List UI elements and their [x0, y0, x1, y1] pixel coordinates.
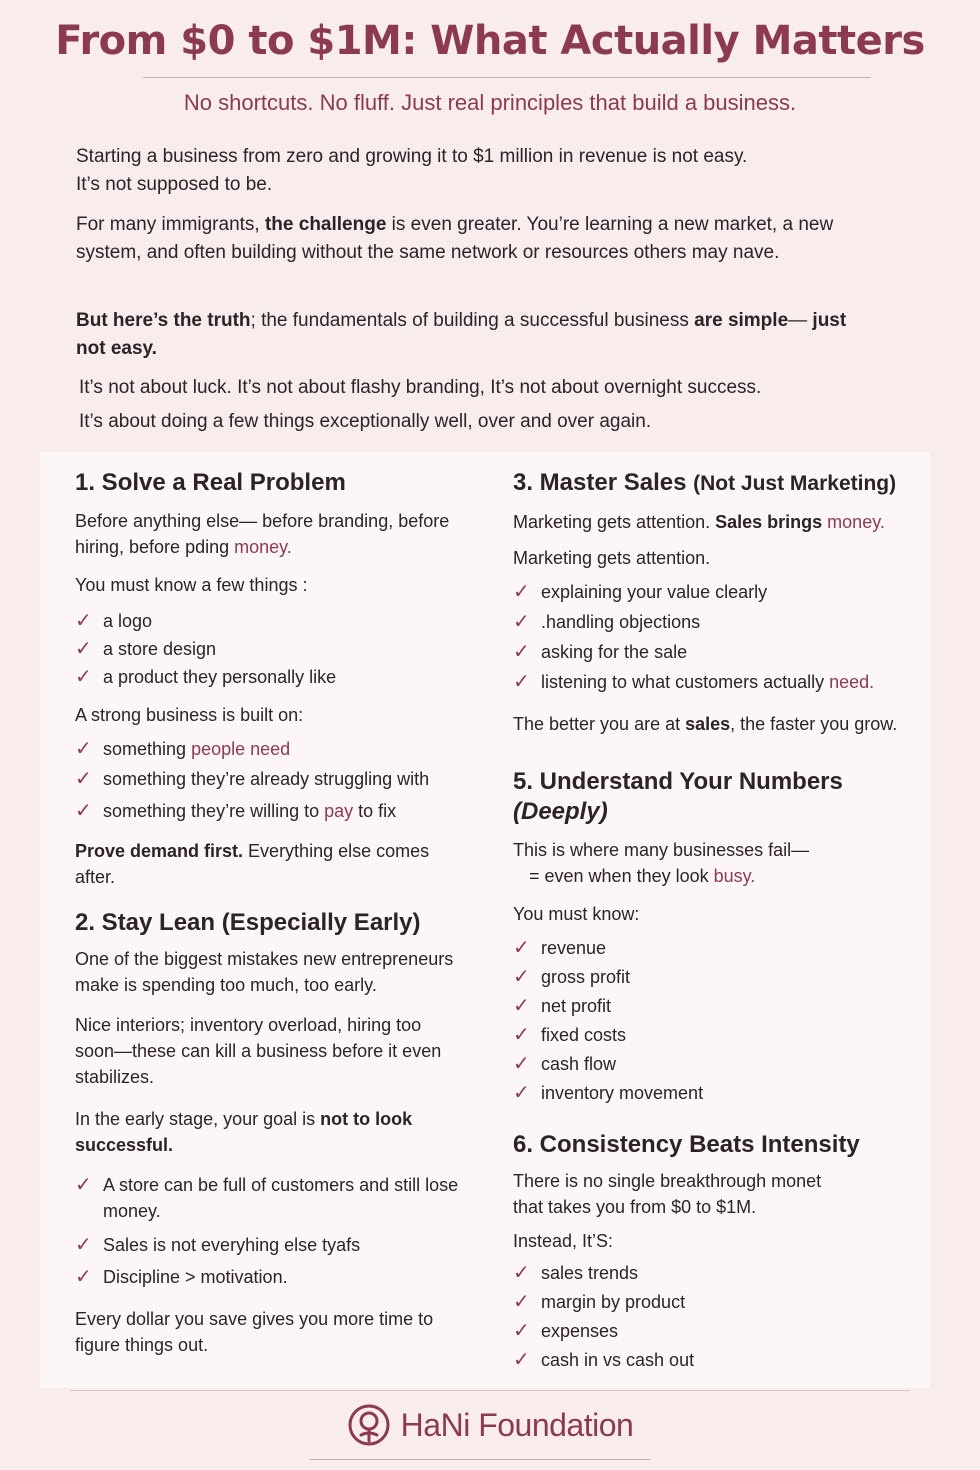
list-item-text: expenses: [541, 1321, 619, 1341]
list-item-text: explaining your value clearly: [541, 582, 768, 602]
section-3-list: [513, 579, 933, 695]
section-6-instead: Instead, It’S:: [513, 1231, 614, 1251]
heading-text: 2. Stay Lean: [75, 909, 222, 936]
check-icon: ✓: [513, 995, 530, 1017]
list-item: [75, 636, 490, 662]
page-subtitle: No shortcuts. No fluff. Just real principles that build a business.: [183, 90, 797, 115]
intro-emphasis: the challenge: [264, 214, 387, 235]
list-item: [513, 1022, 933, 1048]
lead-accent: money.: [234, 537, 292, 557]
section-1-must: You must know a few things :: [75, 575, 308, 595]
list-item: [513, 639, 933, 665]
closing-text: , the faster you grow.: [730, 714, 898, 734]
prove-emphasis: Prove demand first.: [75, 841, 244, 861]
list-item-text: Discipline > motivation.: [103, 1267, 288, 1287]
list-item-text: gross profit: [541, 967, 631, 987]
lead-text: = even when they look: [529, 866, 714, 886]
intro-paragraph-2: [76, 211, 846, 267]
check-icon: ✓: [75, 800, 92, 822]
intro-line: Starting a business from zero and growing it to $1 million in revenue is not easy.: [76, 146, 748, 167]
list-accent: people need: [191, 739, 291, 759]
list-item-text: a store design: [103, 639, 217, 659]
check-icon: ✓: [75, 666, 92, 688]
check-icon: ✓: [75, 738, 92, 760]
heading-paren: (Not Just Marketing): [693, 472, 897, 495]
list-item: [513, 1260, 933, 1286]
list-item: [513, 1347, 933, 1373]
section-5-must: You must know:: [513, 904, 640, 924]
list-accent: need.: [829, 672, 875, 692]
list-item: [513, 669, 933, 695]
section-3-heading: [513, 468, 933, 499]
list-item: [75, 664, 490, 690]
intro-paragraph-5: It’s about doing a few things exceptionally well, over and over again.: [79, 411, 652, 432]
section-2-p1: One of the biggest mistakes new entrepreneurs make is spending too much, too early.: [75, 949, 454, 995]
right-column: [513, 468, 933, 1373]
list-item-text: something they’re already struggling with: [103, 769, 430, 789]
intro-paragraph-1: [76, 143, 886, 199]
list-item: [513, 993, 933, 1019]
list-item-text: A store can be full of customers and still lose money.: [103, 1175, 459, 1221]
list-item-text: net profit: [541, 996, 612, 1016]
p3-emphasis: not to look successful.: [75, 1109, 413, 1155]
check-icon: ✓: [513, 966, 530, 988]
lead-text: Marketing gets attention.: [513, 512, 716, 532]
section-2-list: [75, 1172, 490, 1290]
section-5-lead-2: [529, 863, 933, 889]
section-2-heading: [75, 908, 490, 938]
list-item-text: asking for the sale: [541, 642, 688, 662]
footer-underline: [310, 1459, 650, 1460]
section-1-built: A strong business is built on:: [75, 705, 304, 725]
list-item: [513, 579, 933, 605]
section-6-heading: 6. Consistency Beats Intensity: [513, 1131, 860, 1158]
list-item: [513, 1318, 933, 1344]
intro-text: is even greater. You’re learning a new market, a new system, and often building without the same network or resources others may nave.: [76, 214, 834, 263]
closing-emphasis: sales: [685, 714, 731, 734]
list-item-text: [103, 736, 290, 762]
check-icon: ✓: [513, 1320, 530, 1342]
list-text: to fix: [353, 801, 397, 821]
list-item-text: fixed costs: [541, 1025, 627, 1045]
check-icon: ✓: [513, 1024, 530, 1046]
check-icon: ✓: [75, 768, 92, 790]
list-item-text: cash flow: [541, 1054, 617, 1074]
list-item: [75, 1232, 490, 1258]
check-icon: ✓: [75, 1266, 92, 1288]
intro-emphasis: just not easy.: [76, 310, 847, 359]
list-item-text: [541, 669, 874, 695]
check-icon: ✓: [513, 937, 530, 959]
list-item-text: Sales is not everyhing else tyafs: [103, 1235, 361, 1255]
footer-divider: [70, 1390, 910, 1391]
list-item-text: a logo: [103, 611, 153, 631]
section-6-lead: There is no single breakthrough monet that takes you from $0 to $1M.: [513, 1171, 822, 1217]
closing-text: The better you are at: [513, 714, 686, 734]
list-item: [75, 608, 490, 634]
check-icon: ✓: [513, 671, 530, 693]
list-item: [513, 935, 933, 961]
hani-logo-icon: [347, 1403, 391, 1447]
heading-text: 5. Understand Your Numbers: [513, 768, 843, 795]
list-item-text: cash in vs cash out: [541, 1350, 695, 1370]
list-text: something: [103, 739, 192, 759]
left-column: [75, 468, 490, 1358]
footer-brand-name: HaNi Foundation: [400, 1406, 634, 1443]
intro-text: —: [788, 310, 813, 331]
check-icon: ✓: [75, 638, 92, 660]
section-1-heading: 1. Solve a Real Problem: [75, 469, 346, 496]
prove-text: Everything else comes after.: [75, 841, 430, 887]
list-item: [75, 766, 490, 792]
intro-line: It’s not supposed to be.: [76, 174, 273, 195]
check-icon: ✓: [513, 1053, 530, 1075]
list-item-text: a product they personally like: [103, 667, 337, 687]
section-1-list-2: [75, 736, 490, 824]
heading-paren: (Especially Early): [221, 909, 421, 936]
check-icon: ✓: [513, 1082, 530, 1104]
list-accent: pay: [324, 801, 354, 821]
intro-text: ; the fundamentals of building a successful business: [250, 310, 695, 331]
check-icon: ✓: [513, 1291, 530, 1313]
list-text: listening to what customers actually: [541, 672, 830, 692]
intro-emphasis: But here’s the truth: [76, 310, 251, 331]
intro-paragraph-4: It’s not about luck. It’s not about flashy branding, It’s not about overnight success.: [79, 377, 762, 398]
intro-emphasis: are simple: [694, 310, 789, 331]
list-item-text: revenue: [541, 938, 607, 958]
list-item: [75, 798, 490, 824]
intro-paragraph-3: [76, 307, 876, 363]
list-text: something they’re willing to: [103, 801, 325, 821]
check-icon: ✓: [75, 1174, 92, 1196]
section-5-list: [513, 935, 933, 1106]
section-1-list: [75, 608, 490, 690]
list-item: [75, 1172, 490, 1224]
section-2-p3: [75, 1106, 425, 1158]
check-icon: ✓: [513, 1262, 530, 1284]
section-6-list: [513, 1260, 933, 1373]
list-item: [513, 1289, 933, 1315]
section-5-heading: [513, 767, 933, 827]
check-icon: ✓: [513, 1349, 530, 1371]
check-icon: ✓: [513, 611, 530, 633]
lead-text: Before anything else— before branding, before hiring, before pding: [75, 511, 450, 557]
section-1-lead: [75, 508, 485, 560]
list-item-text: .handling objections: [541, 612, 701, 632]
section-2-closing: Every dollar you save gives you more time to figure things out.: [75, 1309, 434, 1355]
check-icon: ✓: [513, 641, 530, 663]
section-1-prove: [75, 838, 465, 890]
section-5-lead: This is where many businesses fail—: [513, 840, 810, 860]
list-item-text: inventory movement: [541, 1083, 704, 1103]
intro-text: For many immigrants,: [76, 214, 265, 235]
lead-emphasis: Sales brings: [715, 512, 823, 532]
check-icon: ✓: [75, 1234, 92, 1256]
check-icon: ✓: [75, 610, 92, 632]
list-item: [75, 736, 490, 762]
list-item: [513, 1080, 933, 1106]
lead-accent: money.: [822, 512, 885, 532]
heading-text: 3. Master Sales: [513, 469, 694, 496]
title-divider: [143, 77, 871, 78]
footer: [0, 1403, 980, 1447]
section-3-closing: [513, 711, 933, 737]
list-item-text: sales trends: [541, 1263, 639, 1283]
list-item: [75, 1264, 490, 1290]
list-item: [513, 964, 933, 990]
page-title: From $0 to $1M: What Actually Matters: [55, 18, 925, 64]
section-3-lead-2: Marketing gets attention.: [513, 548, 711, 568]
list-item-text: margin by product: [541, 1292, 686, 1312]
list-item-text: [103, 798, 396, 824]
p3-text: In the early stage, your goal is: [75, 1109, 321, 1129]
lead-accent: busy.: [713, 866, 756, 886]
check-icon: ✓: [513, 581, 530, 603]
list-item: [513, 1051, 933, 1077]
list-item: [513, 609, 933, 635]
section-2-p2: Nice interiors; inventory overload, hiring too soon—these can kill a business before it even stabilizes.: [75, 1015, 442, 1087]
section-3-lead: [513, 509, 933, 535]
heading-paren: (Deeply): [513, 798, 608, 825]
